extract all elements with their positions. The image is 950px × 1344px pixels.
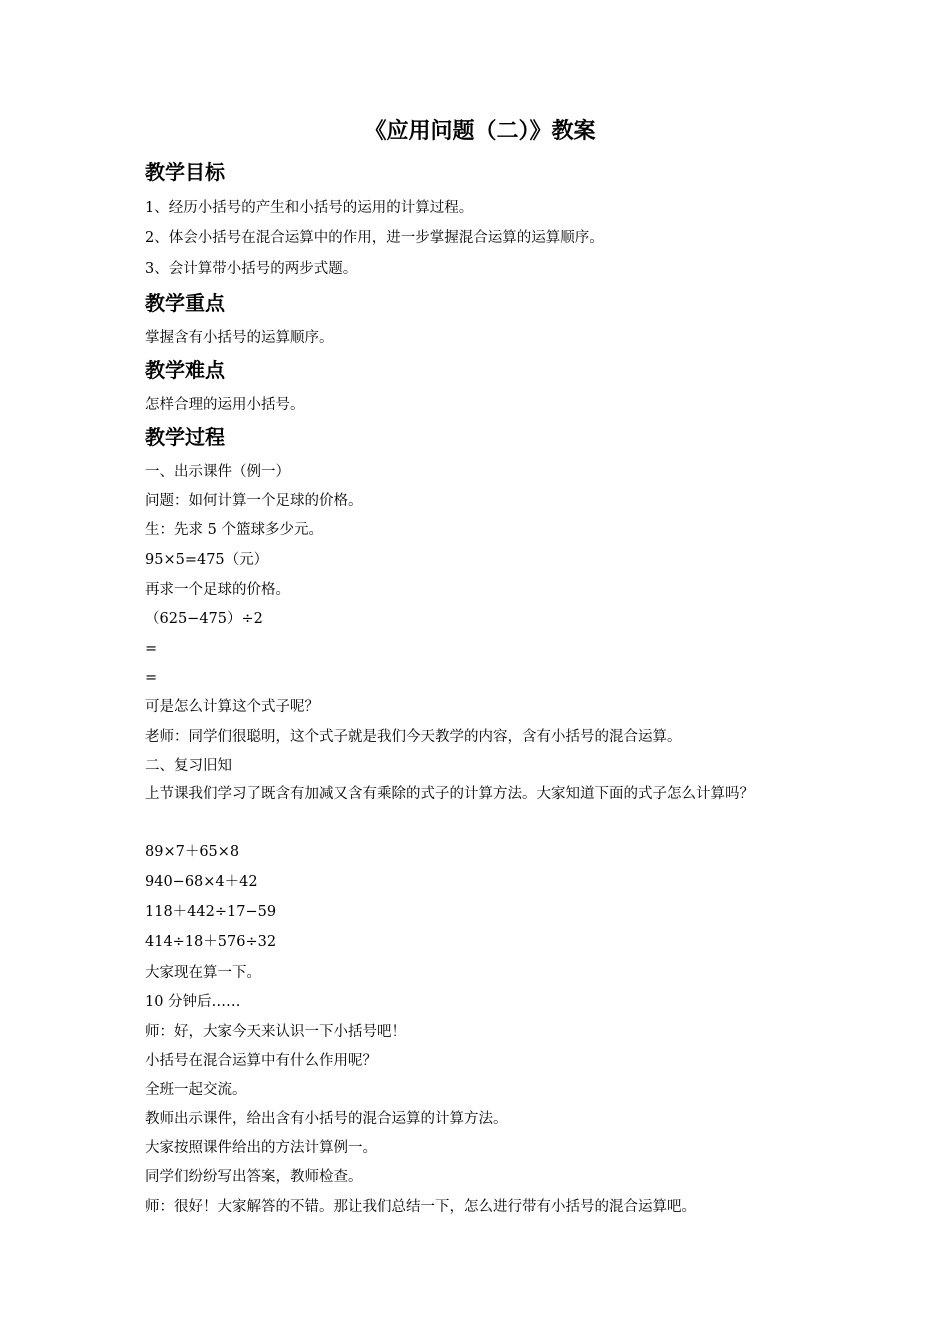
goal-item-3: 3、会计算带小括号的两步式题。 [145, 261, 358, 277]
heading-difficulties: 教学难点 [145, 358, 225, 382]
process-line: = [145, 670, 158, 686]
heading-teaching-goals: 教学目标 [145, 160, 225, 184]
difficulties-text: 怎样合理的运用小括号。 [145, 397, 305, 413]
process-line: 二、复习旧知 [145, 758, 232, 774]
process-line: 大家按照课件给出的方法计算例一。 [145, 1140, 377, 1156]
goal-item-1: 1、经历小括号的产生和小括号的运用的计算过程。 [145, 200, 474, 216]
process-line: 同学们纷纷写出答案，教师检查。 [145, 1169, 363, 1185]
process-line: 问题：如何计算一个足球的价格。 [145, 493, 363, 509]
process-line: 师：好，大家今天来认识一下小括号吧！ [145, 1024, 406, 1040]
process-line: = [145, 641, 158, 657]
document-title: 《应用问题（二）》教案 [364, 119, 596, 144]
process-line: 全班一起交流。 [145, 1082, 247, 1098]
process-line: 生：先求 5 个篮球多少元。 [145, 522, 323, 538]
process-line: 414÷18＋576÷32 [145, 934, 277, 950]
process-line: 89×7＋65×8 [145, 844, 240, 860]
key-points-text: 掌握含有小括号的运算顺序。 [145, 330, 334, 346]
process-line: 上节课我们学习了既含有加减又含有乘除的式子的计算方法。大家知道下面的式子怎么计算吗？ [145, 786, 754, 802]
process-line: 可是怎么计算这个式子呢？ [145, 699, 319, 715]
process-line: 118＋442÷17−59 [145, 904, 277, 920]
heading-teaching-process: 教学过程 [145, 425, 225, 449]
process-line: 大家现在算一下。 [145, 965, 261, 981]
process-line: （625−475）÷2 [145, 611, 263, 627]
process-line: 再求一个足球的价格。 [145, 582, 290, 598]
process-line: 95×5=475（元） [145, 552, 269, 568]
process-line: 一、出示课件（例一） [145, 464, 290, 480]
process-line: 940−68×4＋42 [145, 874, 258, 890]
goal-item-2: 2、体会小括号在混合运算中的作用，进一步掌握混合运算的运算顺序。 [145, 230, 604, 246]
process-line: 师：很好！大家解答的不错。那让我们总结一下，怎么进行带有小括号的混合运算吧。 [145, 1199, 696, 1215]
process-line: 10 分钟后…… [145, 994, 241, 1010]
process-line: 老师：同学们很聪明，这个式子就是我们今天教学的内容，含有小括号的混合运算。 [145, 729, 682, 745]
heading-key-points: 教学重点 [145, 291, 225, 315]
process-line: 教师出示课件，给出含有小括号的混合运算的计算方法。 [145, 1111, 508, 1127]
process-line: 小括号在混合运算中有什么作用呢？ [145, 1053, 377, 1069]
